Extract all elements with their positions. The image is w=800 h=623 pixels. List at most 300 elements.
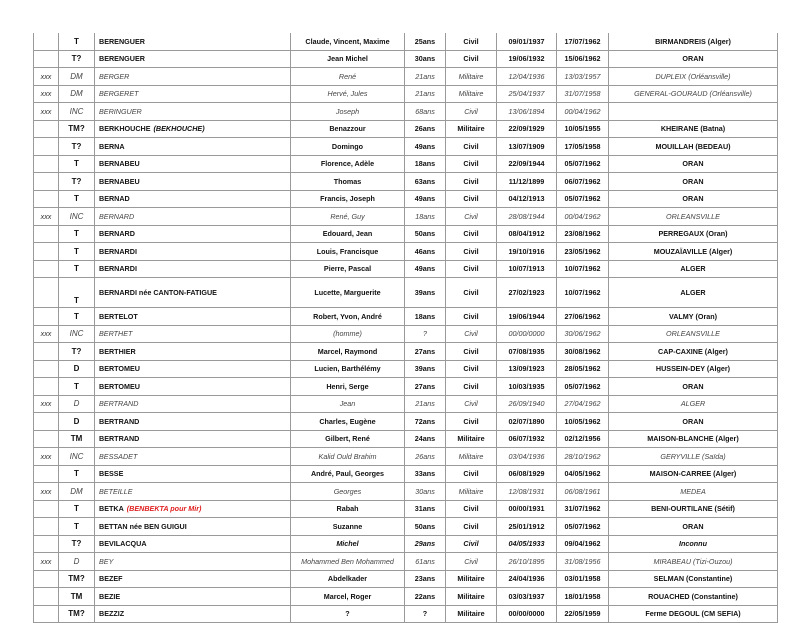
flag-cell xyxy=(34,500,59,518)
surname: BEZEF xyxy=(99,574,123,584)
type-cell: INC xyxy=(59,103,95,121)
table-row xyxy=(34,605,778,623)
flag-cell xyxy=(34,465,59,483)
firstnames-cell: Hervé, Jules xyxy=(291,85,405,103)
surname: BERINGUER xyxy=(99,106,142,116)
age-cell: 21ans xyxy=(405,85,446,103)
age-cell: 29ans xyxy=(405,535,446,553)
table-row xyxy=(34,413,778,431)
birth-date-cell: 06/08/1929 xyxy=(497,465,557,483)
surname-note: (BENBEKTA pour Mir) xyxy=(126,504,202,514)
type-cell: T xyxy=(59,225,95,243)
surname: BERENGUER xyxy=(99,36,145,46)
surname: BERNARD xyxy=(99,229,135,239)
flag-cell xyxy=(34,120,59,138)
surname-cell xyxy=(95,413,291,431)
place-cell: MOUZAÏAVILLE (Alger) xyxy=(609,243,778,261)
table-row xyxy=(34,360,778,378)
death-date-cell: 06/07/1962 xyxy=(557,173,609,191)
firstnames-cell: Jean xyxy=(291,395,405,413)
surname: BERTRAND xyxy=(99,434,140,444)
place-cell: Ferme DEGOUL (CM SEFIA) xyxy=(609,605,778,623)
place-cell: MAISON-BLANCHE (Alger) xyxy=(609,430,778,448)
status-cell: Civil xyxy=(446,395,497,413)
surname: BERNARDI xyxy=(99,264,137,274)
type-cell: TM? xyxy=(59,570,95,588)
death-date-cell: 28/05/1962 xyxy=(557,360,609,378)
status-cell: Civil xyxy=(446,103,497,121)
place-cell: BIRMANDREIS (Alger) xyxy=(609,33,778,50)
death-date-cell: 17/07/1962 xyxy=(557,33,609,50)
type-cell: D xyxy=(59,413,95,431)
surname-cell xyxy=(95,120,291,138)
table-row xyxy=(34,465,778,483)
place-cell: GENERAL-GOURAUD (Orléansville) xyxy=(609,85,778,103)
flag-cell xyxy=(34,190,59,208)
flag-cell xyxy=(34,360,59,378)
place-cell: Inconnu xyxy=(609,535,778,553)
birth-date-cell: 04/05/1933 xyxy=(497,535,557,553)
place-cell: ALGER xyxy=(609,278,778,308)
status-cell: Civil xyxy=(446,518,497,536)
type-cell: T? xyxy=(59,535,95,553)
age-cell: 18ans xyxy=(405,208,446,226)
table-row xyxy=(34,483,778,501)
place-cell: PERREGAUX (Oran) xyxy=(609,225,778,243)
surname: BERTELOT xyxy=(99,311,138,321)
firstnames-cell: Francis, Joseph xyxy=(291,190,405,208)
flag-cell xyxy=(34,278,59,308)
place-cell: MOUILLAH (BEDEAU) xyxy=(609,138,778,156)
firstnames-cell: Thomas xyxy=(291,173,405,191)
birth-date-cell: 22/09/1944 xyxy=(497,155,557,173)
age-cell: ? xyxy=(405,325,446,343)
death-date-cell: 17/05/1958 xyxy=(557,138,609,156)
firstnames-cell: Mohammed Ben Mohammed xyxy=(291,553,405,571)
surname-cell xyxy=(95,190,291,208)
type-cell: T xyxy=(59,308,95,326)
birth-date-cell: 13/06/1894 xyxy=(497,103,557,121)
surname-cell xyxy=(95,308,291,326)
firstnames-cell: Michel xyxy=(291,535,405,553)
death-date-cell: 22/05/1959 xyxy=(557,605,609,623)
death-date-cell: 05/07/1962 xyxy=(557,155,609,173)
status-cell: Civil xyxy=(446,500,497,518)
place-cell: ORAN xyxy=(609,378,778,396)
table-row xyxy=(34,50,778,68)
status-cell: Militaire xyxy=(446,85,497,103)
birth-date-cell: 13/09/1923 xyxy=(497,360,557,378)
table-row xyxy=(34,225,778,243)
status-cell: Civil xyxy=(446,33,497,50)
type-cell: D xyxy=(59,395,95,413)
surname: BERNAD xyxy=(99,194,130,204)
death-date-cell: 09/04/1962 xyxy=(557,535,609,553)
surname: BERTHET xyxy=(99,329,133,339)
flag-cell xyxy=(34,605,59,623)
surname-cell xyxy=(95,325,291,343)
type-cell: T xyxy=(59,378,95,396)
firstnames-cell: Gilbert, René xyxy=(291,430,405,448)
place-cell xyxy=(609,103,778,121)
age-cell: 72ans xyxy=(405,413,446,431)
firstnames-cell: Claude, Vincent, Maxime xyxy=(291,33,405,50)
status-cell: Civil xyxy=(446,325,497,343)
surname-cell xyxy=(95,33,291,50)
birth-date-cell: 07/08/1935 xyxy=(497,343,557,361)
table-row xyxy=(34,190,778,208)
age-cell: 63ans xyxy=(405,173,446,191)
death-date-cell: 10/05/1955 xyxy=(557,120,609,138)
age-cell: 25ans xyxy=(405,33,446,50)
surname-cell xyxy=(95,208,291,226)
status-cell: Militaire xyxy=(446,570,497,588)
birth-date-cell: 00/00/1931 xyxy=(497,500,557,518)
flag-cell xyxy=(34,138,59,156)
table-row xyxy=(34,518,778,536)
flag-cell xyxy=(34,308,59,326)
status-cell: Civil xyxy=(446,360,497,378)
surname: BETTAN née BEN GUIGUI xyxy=(99,521,187,531)
status-cell: Militaire xyxy=(446,588,497,606)
status-cell: Civil xyxy=(446,413,497,431)
place-cell: ORLEANSVILLE xyxy=(609,208,778,226)
type-cell: DM xyxy=(59,85,95,103)
table-row xyxy=(34,308,778,326)
birth-date-cell: 00/00/0000 xyxy=(497,605,557,623)
table-row xyxy=(34,448,778,466)
table-row xyxy=(34,243,778,261)
type-cell: D xyxy=(59,360,95,378)
surname: BERNARDI née CANTON-FATIGUE xyxy=(99,288,217,297)
place-cell: GERYVILLE (Saïda) xyxy=(609,448,778,466)
type-cell: DM xyxy=(59,68,95,86)
surname-cell xyxy=(95,343,291,361)
surname: BERTOMEU xyxy=(99,381,140,391)
death-date-cell: 23/08/1962 xyxy=(557,225,609,243)
type-cell: T xyxy=(59,278,95,308)
status-cell: Civil xyxy=(446,465,497,483)
place-cell: ORLEANSVILLE xyxy=(609,325,778,343)
firstnames-cell: Rabah xyxy=(291,500,405,518)
surname-cell xyxy=(95,85,291,103)
surname-cell xyxy=(95,605,291,623)
surname-cell xyxy=(95,103,291,121)
table-row xyxy=(34,278,778,308)
surname-cell xyxy=(95,378,291,396)
death-date-cell: 00/04/1962 xyxy=(557,103,609,121)
birth-date-cell: 03/03/1937 xyxy=(497,588,557,606)
surname-cell xyxy=(95,553,291,571)
firstnames-cell: René xyxy=(291,68,405,86)
surname: BERNABEU xyxy=(99,159,140,169)
birth-date-cell: 22/09/1929 xyxy=(497,120,557,138)
flag-cell xyxy=(34,430,59,448)
type-cell: T xyxy=(59,465,95,483)
surname-cell xyxy=(95,465,291,483)
status-cell: Civil xyxy=(446,138,497,156)
surname: BESSE xyxy=(99,469,124,479)
type-cell: T? xyxy=(59,50,95,68)
birth-date-cell: 25/01/1912 xyxy=(497,518,557,536)
place-cell: ORAN xyxy=(609,155,778,173)
age-cell: 26ans xyxy=(405,448,446,466)
birth-date-cell: 11/12/1899 xyxy=(497,173,557,191)
surname: BERTHIER xyxy=(99,346,136,356)
firstnames-cell: Marcel, Raymond xyxy=(291,343,405,361)
age-cell: 26ans xyxy=(405,120,446,138)
place-cell: ORAN xyxy=(609,413,778,431)
place-cell: KHEIRANE (Batna) xyxy=(609,120,778,138)
surname-cell xyxy=(95,518,291,536)
birth-date-cell: 10/07/1913 xyxy=(497,260,557,278)
firstnames-cell: Abdelkader xyxy=(291,570,405,588)
death-date-cell: 27/04/1962 xyxy=(557,395,609,413)
death-date-cell: 05/07/1962 xyxy=(557,518,609,536)
surname-cell xyxy=(95,430,291,448)
place-cell: ORAN xyxy=(609,173,778,191)
surname-cell xyxy=(95,278,291,308)
birth-date-cell: 19/06/1932 xyxy=(497,50,557,68)
surname: BEZZIZ xyxy=(99,609,125,619)
place-cell: ORAN xyxy=(609,518,778,536)
firstnames-cell: Joseph xyxy=(291,103,405,121)
type-cell: T? xyxy=(59,173,95,191)
place-cell: ORAN xyxy=(609,50,778,68)
table-row xyxy=(34,68,778,86)
flag-cell xyxy=(34,588,59,606)
birth-date-cell: 09/01/1937 xyxy=(497,33,557,50)
status-cell: Civil xyxy=(446,243,497,261)
flag-cell xyxy=(34,343,59,361)
type-cell: DM xyxy=(59,483,95,501)
table-row xyxy=(34,208,778,226)
birth-date-cell: 28/08/1944 xyxy=(497,208,557,226)
age-cell: 27ans xyxy=(405,378,446,396)
status-cell: Militaire xyxy=(446,430,497,448)
death-date-cell: 31/07/1962 xyxy=(557,500,609,518)
place-cell: DUPLEIX (Orléansville) xyxy=(609,68,778,86)
status-cell: Civil xyxy=(446,343,497,361)
death-date-cell: 05/07/1962 xyxy=(557,190,609,208)
death-date-cell: 18/01/1958 xyxy=(557,588,609,606)
firstnames-cell: Edouard, Jean xyxy=(291,225,405,243)
firstnames-cell: Jean Michel xyxy=(291,50,405,68)
place-cell: ORAN xyxy=(609,190,778,208)
type-cell: D xyxy=(59,553,95,571)
surname: BERTRAND xyxy=(99,399,139,409)
type-cell: T xyxy=(59,518,95,536)
firstnames-cell: Suzanne xyxy=(291,518,405,536)
birth-date-cell: 24/04/1936 xyxy=(497,570,557,588)
death-date-cell: 15/06/1962 xyxy=(557,50,609,68)
place-cell: HUSSEIN-DEY (Alger) xyxy=(609,360,778,378)
type-cell: INC xyxy=(59,208,95,226)
surname-cell xyxy=(95,588,291,606)
age-cell: 30ans xyxy=(405,50,446,68)
surname: BERNA xyxy=(99,141,125,151)
birth-date-cell: 02/07/1890 xyxy=(497,413,557,431)
death-date-cell: 31/07/1958 xyxy=(557,85,609,103)
death-date-cell: 27/06/1962 xyxy=(557,308,609,326)
table-row xyxy=(34,570,778,588)
status-cell: Civil xyxy=(446,50,497,68)
firstnames-cell: ? xyxy=(291,605,405,623)
death-date-cell: 28/10/1962 xyxy=(557,448,609,466)
surname-cell xyxy=(95,535,291,553)
age-cell: 22ans xyxy=(405,588,446,606)
age-cell: 50ans xyxy=(405,518,446,536)
status-cell: Civil xyxy=(446,173,497,191)
flag-cell xyxy=(34,173,59,191)
flag-cell: xxx xyxy=(34,483,59,501)
birth-date-cell: 25/04/1937 xyxy=(497,85,557,103)
status-cell: Civil xyxy=(446,278,497,308)
flag-cell xyxy=(34,518,59,536)
flag-cell: xxx xyxy=(34,553,59,571)
flag-cell xyxy=(34,413,59,431)
surname-cell xyxy=(95,500,291,518)
death-date-cell: 31/08/1956 xyxy=(557,553,609,571)
surname: BERGER xyxy=(99,71,130,81)
place-cell: ALGER xyxy=(609,260,778,278)
firstnames-cell: Henri, Serge xyxy=(291,378,405,396)
flag-cell xyxy=(34,155,59,173)
firstnames-cell: Georges xyxy=(291,483,405,501)
flag-cell: xxx xyxy=(34,68,59,86)
surname-cell xyxy=(95,138,291,156)
status-cell: Civil xyxy=(446,553,497,571)
status-cell: Militaire xyxy=(446,483,497,501)
firstnames-cell: Domingo xyxy=(291,138,405,156)
surname: BERTOMEU xyxy=(99,364,140,374)
status-cell: Civil xyxy=(446,378,497,396)
birth-date-cell: 10/03/1935 xyxy=(497,378,557,396)
firstnames-cell: Lucien, Barthélémy xyxy=(291,360,405,378)
birth-date-cell: 00/00/0000 xyxy=(497,325,557,343)
firstnames-cell: (homme) xyxy=(291,325,405,343)
type-cell: T xyxy=(59,190,95,208)
surname: BEVILACQUA xyxy=(99,539,147,549)
death-date-cell: 10/07/1962 xyxy=(557,278,609,308)
surname-cell xyxy=(95,360,291,378)
surname: BEY xyxy=(99,556,114,566)
death-date-cell: 13/03/1957 xyxy=(557,68,609,86)
death-date-cell: 04/05/1962 xyxy=(557,465,609,483)
status-cell: Civil xyxy=(446,225,497,243)
flag-cell xyxy=(34,225,59,243)
firstnames-cell: Charles, Eugène xyxy=(291,413,405,431)
firstnames-cell: Florence, Adèle xyxy=(291,155,405,173)
firstnames-cell: Pierre, Pascal xyxy=(291,260,405,278)
birth-date-cell: 26/09/1940 xyxy=(497,395,557,413)
birth-date-cell: 06/07/1932 xyxy=(497,430,557,448)
place-cell: MIRABEAU (Tizi-Ouzou) xyxy=(609,553,778,571)
status-cell: Militaire xyxy=(446,605,497,623)
flag-cell: xxx xyxy=(34,448,59,466)
age-cell: ? xyxy=(405,605,446,623)
table-row xyxy=(34,378,778,396)
table-row xyxy=(34,395,778,413)
table-row xyxy=(34,500,778,518)
death-date-cell: 05/07/1962 xyxy=(557,378,609,396)
age-cell: 27ans xyxy=(405,343,446,361)
status-cell: Civil xyxy=(446,260,497,278)
surname-cell xyxy=(95,225,291,243)
firstnames-cell: Benazzour xyxy=(291,120,405,138)
surname: BERENGUER xyxy=(99,54,145,64)
status-cell: Civil xyxy=(446,308,497,326)
flag-cell xyxy=(34,570,59,588)
flag-cell xyxy=(34,50,59,68)
surname: BERNABEU xyxy=(99,176,140,186)
flag-cell: xxx xyxy=(34,325,59,343)
age-cell: 61ans xyxy=(405,553,446,571)
status-cell: Civil xyxy=(446,208,497,226)
place-cell: MEDEA xyxy=(609,483,778,501)
status-cell: Civil xyxy=(446,155,497,173)
age-cell: 50ans xyxy=(405,225,446,243)
surname-cell xyxy=(95,570,291,588)
birth-date-cell: 19/06/1944 xyxy=(497,308,557,326)
table-row xyxy=(34,343,778,361)
status-cell: Militaire xyxy=(446,120,497,138)
type-cell: TM? xyxy=(59,120,95,138)
status-cell: Civil xyxy=(446,190,497,208)
birth-date-cell: 04/12/1913 xyxy=(497,190,557,208)
death-date-cell: 00/04/1962 xyxy=(557,208,609,226)
flag-cell xyxy=(34,535,59,553)
surname-cell xyxy=(95,50,291,68)
type-cell: T xyxy=(59,500,95,518)
type-cell: TM xyxy=(59,430,95,448)
place-cell: BENI-OURTILANE (Sétif) xyxy=(609,500,778,518)
type-cell: TM xyxy=(59,588,95,606)
flag-cell xyxy=(34,33,59,50)
death-date-cell: 02/12/1956 xyxy=(557,430,609,448)
surname-cell xyxy=(95,173,291,191)
firstnames-cell: Marcel, Roger xyxy=(291,588,405,606)
birth-date-cell: 27/02/1923 xyxy=(497,278,557,308)
status-cell: Civil xyxy=(446,535,497,553)
age-cell: 39ans xyxy=(405,278,446,308)
type-cell: INC xyxy=(59,325,95,343)
status-cell: Militaire xyxy=(446,448,497,466)
surname-note: (BEKHOUCHE) xyxy=(153,124,205,134)
flag-cell: xxx xyxy=(34,103,59,121)
surname-cell xyxy=(95,395,291,413)
birth-date-cell: 26/10/1895 xyxy=(497,553,557,571)
age-cell: 49ans xyxy=(405,260,446,278)
table-row xyxy=(34,120,778,138)
flag-cell: xxx xyxy=(34,395,59,413)
death-date-cell: 23/05/1962 xyxy=(557,243,609,261)
place-cell: MAISON-CARREE (Alger) xyxy=(609,465,778,483)
age-cell: 49ans xyxy=(405,138,446,156)
surname-cell xyxy=(95,260,291,278)
casualty-register-table xyxy=(33,33,778,623)
place-cell: VALMY (Oran) xyxy=(609,308,778,326)
birth-date-cell: 12/08/1931 xyxy=(497,483,557,501)
flag-cell: xxx xyxy=(34,208,59,226)
type-cell: T xyxy=(59,33,95,50)
age-cell: 46ans xyxy=(405,243,446,261)
surname: BERNARDI xyxy=(99,246,137,256)
death-date-cell: 10/07/1962 xyxy=(557,260,609,278)
table-row xyxy=(34,103,778,121)
table-row xyxy=(34,325,778,343)
birth-date-cell: 08/04/1912 xyxy=(497,225,557,243)
